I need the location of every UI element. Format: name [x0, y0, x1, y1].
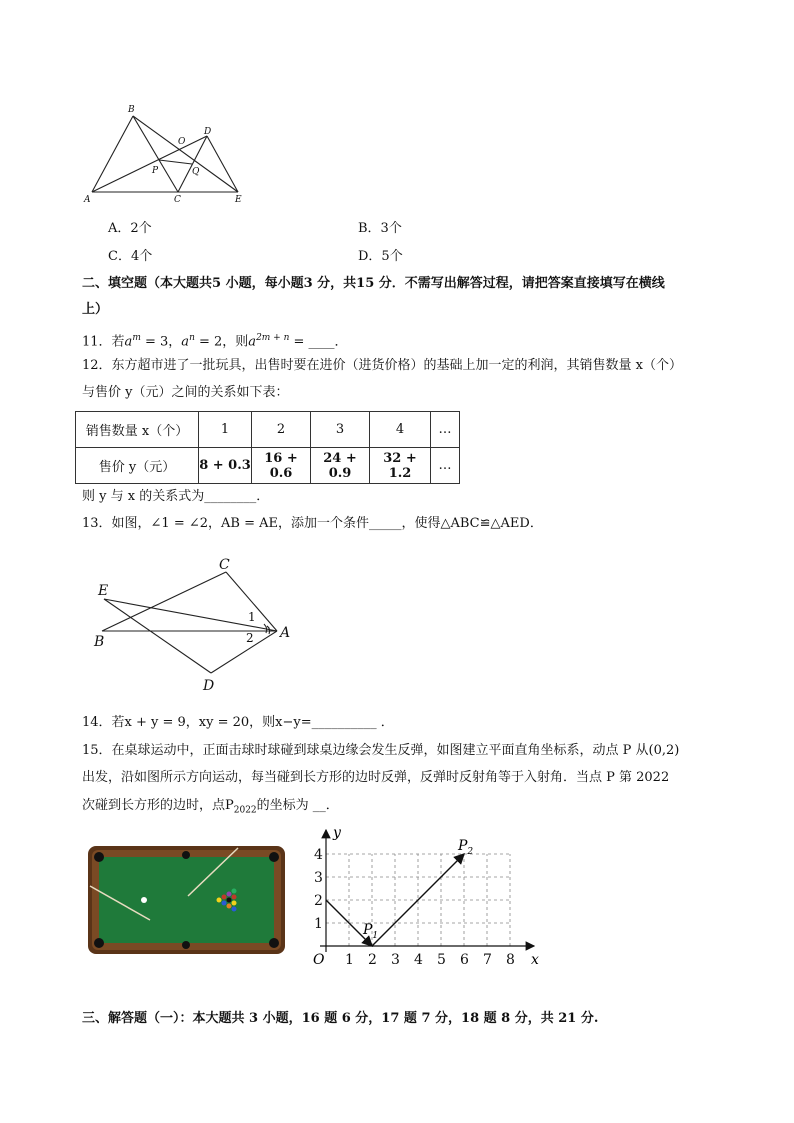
- origin-label: O: [313, 952, 325, 968]
- y-tick-label: 4: [314, 847, 323, 863]
- table-cell: 售价 y（元）: [76, 448, 199, 484]
- label-c: C: [174, 195, 181, 205]
- table-cell: 4: [370, 412, 431, 448]
- table-row: [76, 412, 460, 448]
- x-tick-label: 3: [391, 952, 400, 968]
- y-axis-label: y: [333, 825, 341, 841]
- choice-b[interactable]: B．3个: [358, 221, 402, 236]
- question-12-answer: 则 y 与 x 的关系式为________．: [82, 489, 270, 504]
- question-12-cont: 与售价 y（元）之间的关系如下表：: [82, 385, 289, 400]
- choice-a[interactable]: A．2个: [108, 221, 152, 236]
- label-d: D: [204, 127, 212, 137]
- y-tick-label: 1: [314, 916, 323, 932]
- question-14: 14．若x + y = 9，xy = 20，则x−y=__________ ．: [82, 715, 394, 730]
- label-angle-2: 2: [246, 631, 254, 645]
- x-tick-label: 6: [460, 952, 469, 968]
- label-e: E: [98, 583, 109, 599]
- question-13: 13．如图，∠1 = ∠2，AB = AE，添加一个条件_____，使得△ABC≌△AED．: [82, 516, 543, 531]
- label-a: A: [280, 625, 291, 641]
- question-15: 15．在桌球运动中，正面击球时球碰到球桌边缘会发生反弹，如图建立平面直角坐标系，动点 P 从(0,2): [82, 743, 680, 758]
- triangle-figure: [80, 98, 255, 208]
- table-cell: 32 + 1.2: [370, 448, 431, 484]
- y-tick-label: 2: [314, 893, 323, 909]
- label-b: B: [128, 105, 135, 115]
- question-11: 11．若$a^m = 3$，$a^n = 2$，则$a^{2m + n}$ = ____．: [82, 333, 348, 350]
- section3-heading: 三、解答题（一）：本大题共 3 小题，16 题 6 分，17 题 7 分，18 题 8 分，共 21 分.: [82, 1011, 599, 1026]
- label-o: O: [178, 137, 186, 147]
- p2-label: $P_2$: [458, 838, 474, 857]
- label-p: P: [152, 166, 159, 176]
- label-e: E: [235, 195, 242, 205]
- table-cell: 销售数量 x（个）: [76, 412, 199, 448]
- table-cell: 8 + 0.3: [199, 448, 252, 484]
- label-c: C: [219, 557, 230, 573]
- coordinate-graph: [300, 822, 550, 972]
- p1-label: $P_1$: [363, 922, 379, 941]
- question-12: 12．东方超市进了一批玩具，出售时要在进价（进货价格）的基础上加一定的利润，其销售数量 x（个）: [82, 358, 683, 373]
- table-cell: 16 + 0.6: [252, 448, 311, 484]
- table-cell: 3: [311, 412, 370, 448]
- label-angle-1: 1: [248, 610, 256, 624]
- table-row: [76, 448, 460, 484]
- section2-heading-cont: 上）: [82, 302, 109, 317]
- label-d: D: [203, 678, 215, 694]
- y-tick-label: 3: [314, 870, 323, 886]
- label-q: Q: [192, 167, 200, 177]
- x-tick-label: 1: [345, 952, 354, 968]
- table-cell: 2: [252, 412, 311, 448]
- section2-heading: 二、填空题（本大题共5 小题，每小题3 分，共15 分．不需写出解答过程，请把答案直接填写在横线: [82, 276, 665, 291]
- label-a: A: [84, 195, 91, 205]
- table-cell: 1: [199, 412, 252, 448]
- table-cell: …: [431, 448, 460, 484]
- x-tick-label: 4: [414, 952, 423, 968]
- label-b: B: [94, 634, 105, 650]
- table-cell: …: [431, 412, 460, 448]
- choice-c[interactable]: C．4个: [108, 249, 153, 264]
- angle-figure: [90, 552, 300, 697]
- question-15-cont2: 次碰到长方形的边时，点$P_{2022}$的坐标为 __．: [82, 798, 339, 816]
- table-cell: 24 + 0.9: [311, 448, 370, 484]
- billiard-table-image: [88, 846, 285, 954]
- x-tick-label: 2: [368, 952, 377, 968]
- x-axis-label: x: [531, 952, 539, 968]
- x-tick-label: 7: [483, 952, 492, 968]
- choice-d[interactable]: D．5个: [358, 249, 403, 264]
- question-15-cont: 出发，沿如图所示方向运动，每当碰到长方形的边时反弹，反弹时反射角等于入射角．当点 P 第 2022: [82, 770, 670, 785]
- x-tick-label: 5: [437, 952, 446, 968]
- sales-table: [75, 411, 460, 484]
- x-tick-label: 8: [506, 952, 515, 968]
